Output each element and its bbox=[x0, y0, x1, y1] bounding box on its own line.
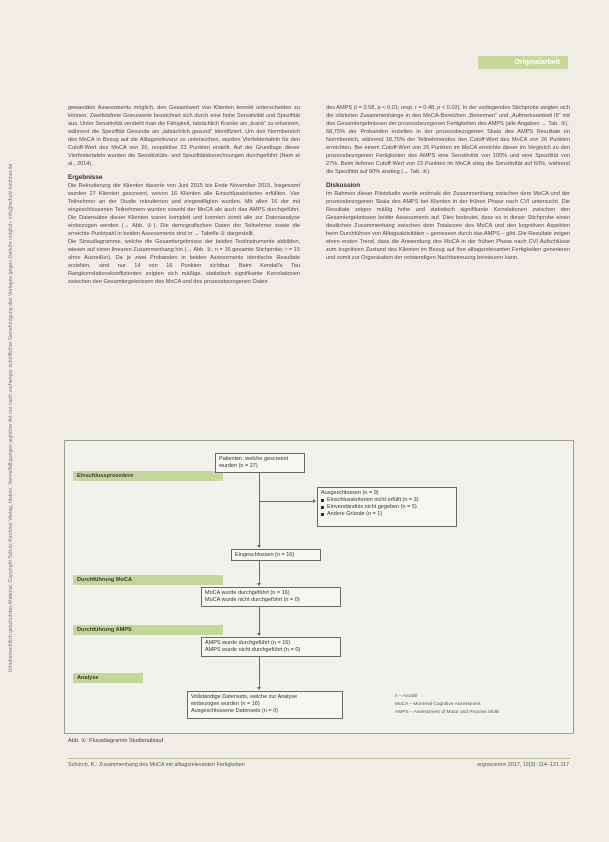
connector bbox=[259, 657, 260, 689]
connector bbox=[259, 501, 313, 502]
stage-amps: Durchführung AMPS bbox=[73, 625, 223, 635]
box-analysis: Vollständige Datensets, welche zur Analyse einbezogen wurden (n = 16) Ausgeschlossene Datensets (n = 0) bbox=[187, 691, 343, 719]
section-heading-results: Ergebnisse bbox=[68, 174, 103, 181]
figure-caption: Abb. ①: Flussdiagramm Studienablauf bbox=[68, 738, 164, 744]
paragraph: 68,75% der Probanden erzielten in der prozessbezogenen Skala des AMPS Resultate im Normbereich, während 18,75% der Teilnehmenden den Cutoff-Wert des MoCA von 26 Punkten erreichten. Bei einem Cutoff-Wert von 26 Punkten im MoCA erreichte dieser im Vergleich zu den prozessbezogenen Fertigkeiten des AMPS eine Sensitivität von 100% und eine Spezifität von 27%. Beim tieferen Cutoff-Wert von 23 Punkten im MoCA stieg die Sensitivität auf 60%, während die Spezifität auf 90% anstieg (→ Tab. ④). bbox=[326, 129, 570, 175]
list-item: Einverständnis nicht gegeben (n = 5) bbox=[321, 504, 453, 511]
box-moca: MoCA wurde durchgeführt (n = 16) MoCA wurde nicht durchgeführt (n = 0) bbox=[201, 587, 341, 607]
footer-journal: ergoscience 2017, 12(3): 114–121 117 bbox=[477, 762, 569, 768]
section-heading-discussion: Diskussion bbox=[326, 182, 361, 189]
footer-citation: Schürch, K.: Zusammenhang des MoCA mit alltagsrelevanten Fertigkeiten bbox=[68, 762, 245, 768]
paragraph: Die Streudiagramme, welche die Gesamtergebnisse der beiden Testinstrumente abbilden, wiesen auf einen linearen Zusammenhang hin (→ Abb. ②; n = 16 gesamte Stichprobe; r = 15 ohne Ausreißer). Da je zwei Probanden in beiden Assessments identische Resultate erzielten, sind nur 14 von 16 Punkten sichtbar. Beim Kendall’s Tau Rangkorrelationskoeffizienten zeigten sich mäßige, statistisch signifikante Korrelationen zwischen den Gesamtergebnissen des MoCA und des prozessbezogenen Daten bbox=[68, 239, 300, 285]
arrow-right-icon bbox=[313, 499, 316, 503]
stage-moca: Durchführung MoCA bbox=[73, 575, 223, 585]
bullet-icon bbox=[321, 506, 324, 509]
list-item: Einschlusskriterien nicht erfüllt (n = 3) bbox=[321, 497, 453, 504]
copyright-side-note bbox=[6, 60, 18, 780]
bullet-icon bbox=[321, 499, 324, 502]
article-type-badge: Originalarbeit bbox=[478, 56, 568, 69]
box-included: Eingeschlossen (n = 16) bbox=[231, 549, 321, 561]
arrow-down-icon bbox=[257, 583, 261, 586]
paragraph: des AMPS (t = 0.58, p < 0.01; resp. r = 0.48, p < 0.02). In der vorliegenden Stichprobe zeigten sich die stärksten Zusammenhänge in den MoCA-Bereichen „Benennen“ und „Aufmerksamkeit III“ mit den Gesamtergebnissen der prozessbezogenen Fertigkeiten des AMPS (alle Angaben → Tab. ③). bbox=[326, 105, 570, 127]
box-screened: Patienten, welche gescreent wurden (n = 27) bbox=[215, 453, 305, 473]
connector bbox=[259, 607, 260, 635]
paragraph: gewandten Assessments möglich, den Gesamtwert von Klienten korrekt unterscheiden zu können. Zweifelsfreie Grenzwerte bezeichnet sich durch eine hohe Sensitivität und Spezifität aus. Unter Sensitivität versteht man die Fähigkeit, tatsächlich Kranke als „krank“ zu erkennen, während die Spezifität Gesunde als „tatsächlich gesund“ identifiziert. Um den Normbereich des MoCA in Bezug auf die Alltagsrelevanz zu untersuchen, wurden Vierfeldertafeln für den Cutoff-Wert des MoCA von 26, respektive 23 Punkten erstellt. Auf der Grundlage dieser Vierfeldertafeln wurden die Sensitivitäts- und Spezifitätsberechnungen durchgeführt (Nam et al., 2014). bbox=[68, 105, 300, 167]
footer-divider bbox=[68, 758, 570, 759]
box-amps: AMPS wurde durchgeführt (n = 16) AMPS wurde nicht durchgeführt (n = 0) bbox=[201, 637, 341, 657]
bullet-icon bbox=[321, 513, 324, 516]
stage-inclusion: Einschlussprozedere bbox=[73, 471, 223, 481]
right-column bbox=[326, 104, 570, 262]
connector bbox=[259, 561, 260, 585]
left-column bbox=[68, 104, 300, 286]
arrow-down-icon bbox=[257, 545, 261, 548]
arrow-down-icon bbox=[257, 687, 261, 690]
stage-analysis: Analyse bbox=[73, 673, 143, 683]
arrow-down-icon bbox=[257, 633, 261, 636]
connector bbox=[259, 473, 260, 547]
paragraph: Im Rahmen dieser Pilotstudie wurde erstmals der Zusammenhang zwischen dem MoCA und der prozessbezogenen Skala des AMPS bei Klienten in der frühen Phase nach CVI untersucht. Die Resultate zeigen mäßig hohe und statistisch signifikante Korrelationen zwischen den Gesamtergebnissen beider Assessments auf. Dies bedeutet, dass es in dieser Stichprobe einen deutlichen Zusammenhang zwischen dem Totalscore des MoCA und den kognitiven Aspekten beim Durchführen von Alltagsaktivitäten – gemessen durch das AMPS – gibt. Die Resultate zeigen einen ersten Trend, dass die Anwendung des MoCA in der frühen Phase nach CVI Aufschlüsse zum kognitiven Zustand des Klienten im Bezug auf ihre alltagsrelevanten Fertigkeiten generieren und somit zur Organisation der notwendigen Nachbetreuung beisteuern kann. bbox=[326, 191, 570, 261]
diagram-legend: n – Anzahl MoCA – Montreal Cognitive Assessment AMPS – Assessment of Motor and Process Skills bbox=[395, 694, 500, 715]
flow-diagram bbox=[64, 440, 574, 734]
box-excluded: Ausgeschlossen (n = 9) Einschlusskriterien nicht erfüllt (n = 3) Einverständnis nicht gegeben (n = 5) Andere Gründe (n = 1) bbox=[317, 487, 457, 527]
copyright-text: Urheberrechtlich geschütztes Material. Copyright Schulz-Kirchner Verlag, Idstein. Vervielfältigungen jeglicher Art nur nach vorheriger schriftlicher Genehmigung des Verlages gegen Gebühr möglich. info@schulz-kirchner.de bbox=[8, 163, 14, 673]
paragraph: Die Rekrutierung der Klienten dauerte von Juni 2015 bis Ende November 2015. Insgesamt wurden 27 Klienten gescreent, wovon 16 Klienten alle Einschlusskriterien erfüllten. Vier Teilnehmer an der Studie rekrutierten und eingewilligten wurden. Mit allen 16 der mit eingeschlossenen Teilnehmern wurden sowohl der MoCA als auch das AMPS durchgeführt. Die Datensätze dieser Klienten waren komplett und konnten somit alle zur Datenanalyse einbezogen werden (→ Abb. ①). Die demografischen Daten der Teilnehmer sowie die erreichte Punktzahl in beiden Assessments sind in → Tabelle ② dargestellt. bbox=[68, 183, 300, 237]
list-item: Andere Gründe (n = 1) bbox=[321, 511, 453, 518]
